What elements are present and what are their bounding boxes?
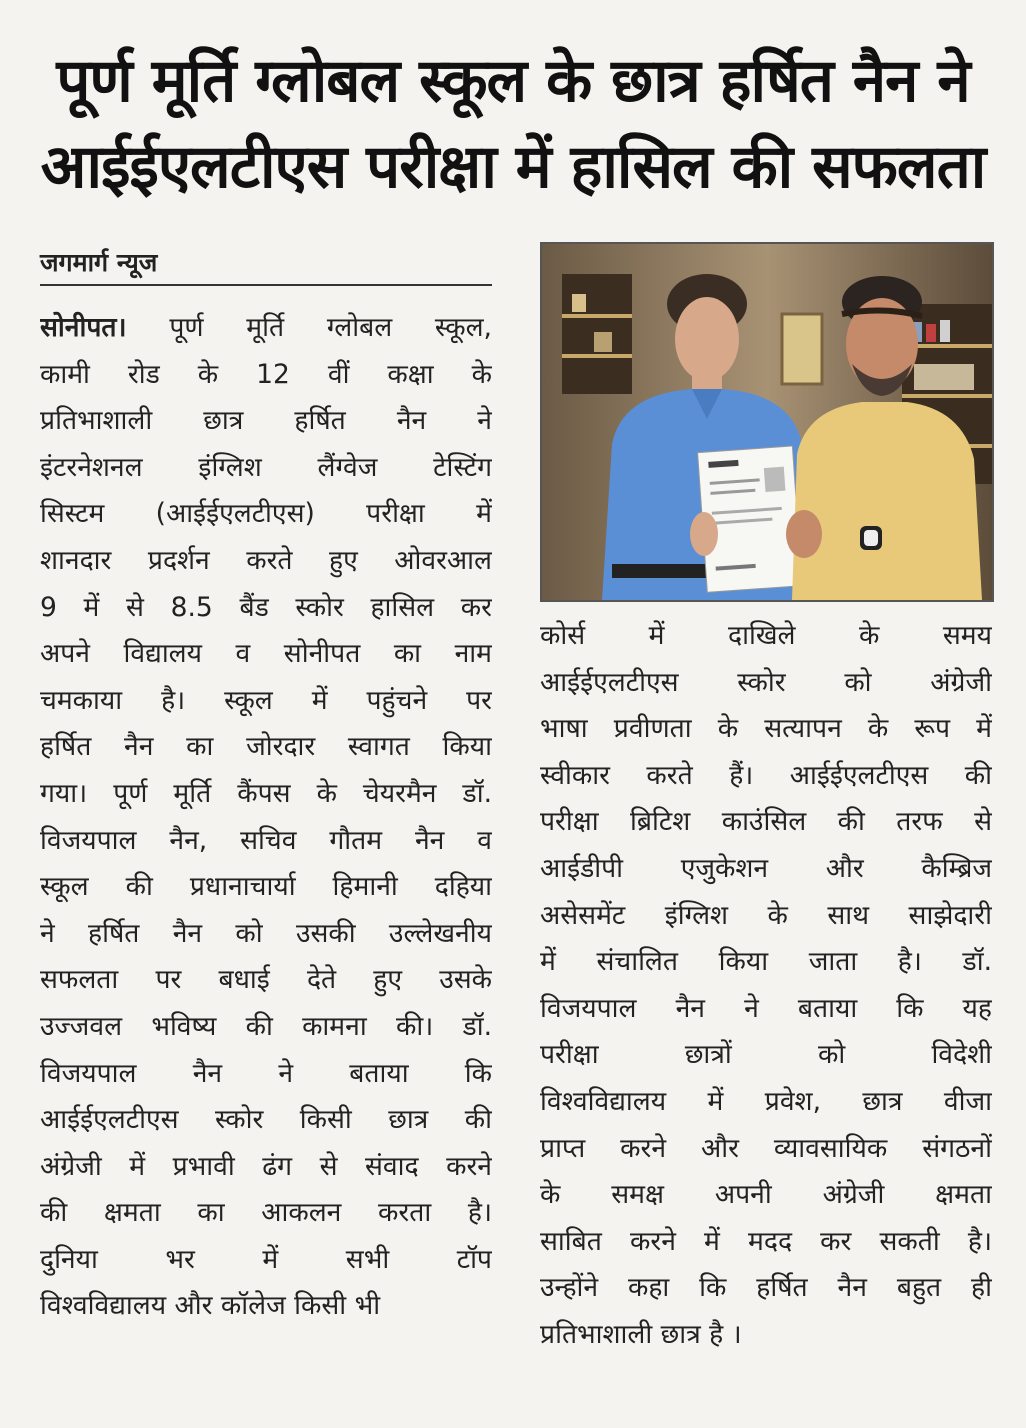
line-text: हर्षित नैन का जोरदार स्वागत किया [40,731,492,763]
line-text: परीक्षा ब्रिटिश काउंसिल की तरफ से [540,806,992,838]
left-column-line [40,1190,492,1237]
article-column-left [40,305,492,1330]
line-text: कोर्स में दाखिले के समय [540,620,992,651]
headline-line-2: आईईएलटीएस परीक्षा में हासिल की सफलता [40,132,986,202]
right-column-line [540,893,992,940]
right-column-line [540,846,992,893]
left-column-line [40,771,492,818]
line-text: की क्षमता का आकलन करता है। [40,1197,492,1229]
line-text: प्राप्त करने और व्यावसायिक संगठनों [540,1132,992,1164]
headline-line-1: पूर्ण मूर्ति ग्लोबल स्कूल के छात्र हर्षित नैन ने [56,46,970,116]
line-text: भाषा प्रवीणता के सत्यापन के रूप में [540,713,992,745]
line-text: सफलता पर बधाई देते हुए उसके [40,964,492,996]
line-text: शानदार प्रदर्शन करते हुए ओवरआल [40,544,492,576]
left-column-line [40,1004,492,1051]
left-column-line [40,724,492,771]
left-column-line [40,631,492,678]
line-text: कामी रोड के 12 वीं कक्षा के [40,358,492,390]
line-text: स्कूल की प्रधानाचार्या हिमानी दहिया [40,871,492,903]
right-column-line [540,613,992,660]
left-column-line [40,1237,492,1284]
dateline: सोनीपत। [40,312,127,343]
line-text: उज्जवल भविष्य की कामना की। डॉ. [40,1010,492,1042]
line-text: विजयपाल नैन ने बताया कि [40,1057,492,1089]
left-column-line [40,445,492,492]
line-text: अपने विद्यालय व सोनीपत का नाम [40,638,492,670]
right-column-line [540,1265,992,1312]
right-column-line [540,1032,992,1079]
line-text: 9 में से 8.5 बैंड स्कोर हासिल कर [40,591,492,623]
line-text: चमकाया है। स्कूल में पहुंचने पर [40,684,492,716]
wall-frame [782,314,822,384]
left-column-line [40,911,492,958]
line-text: पूर्ण मूर्ति ग्लोबल स्कूल, [169,312,492,343]
right-column-line [540,1079,992,1126]
line-text: आईडीपी एजुकेशन और कैम्ब्रिज [540,852,992,884]
left-column-line [40,957,492,1004]
line-text: सिस्टम (आईईएलटीएस) परीक्षा में [40,498,492,530]
left-column-line [40,1144,492,1191]
left-column-line [40,818,492,865]
line-text: ने हर्षित नैन को उसकी उल्लेखनीय [40,917,492,949]
line-text: स्वीकार करते हैं। आईईएलटीएस की [540,759,992,791]
line-text: इंटरनेशनल इंग्लिश लैंग्वेज टेस्टिंग [40,451,492,483]
left-column-line [40,864,492,911]
left-column-line [40,585,492,632]
right-column-line [540,799,992,846]
man-kurta [792,402,982,600]
left-column-line [40,1283,492,1330]
right-column-line [540,939,992,986]
news-photo [540,242,994,602]
left-column-line [40,305,492,352]
right-column-line [540,706,992,753]
line-text: अंग्रेजी में प्रभावी ढंग से संवाद करने [40,1150,492,1182]
right-column-line [540,986,992,1033]
line-text: उन्होंने कहा कि हर्षित नैन बहुत ही [540,1272,992,1304]
right-column-line [540,1219,992,1266]
headline [30,38,996,210]
line-text: असेसमेंट इंग्लिश के साथ साझेदारी [540,899,992,931]
line-text: विजयपाल नैन, सचिव गौतम नैन व [40,824,492,856]
line-text: विश्वविद्यालय और कॉलेज किसी भी [40,1290,381,1322]
line-text: प्रतिभाशाली छात्र हर्षित नैन ने [40,405,492,437]
line-text: साबित करने में मदद कर सकती है। [540,1225,992,1257]
right-column-line [540,1312,992,1359]
left-column-line [40,491,492,538]
photo-illustration [542,244,992,600]
right-column-line [540,753,992,800]
line-text: दुनिया भर में सभी टॉप [40,1243,492,1275]
line-text: में संचालित किया जाता है। डॉ. [540,946,992,978]
student-face [675,297,739,381]
left-column-line [40,1097,492,1144]
line-text: परीक्षा छात्रों को विदेशी [540,1039,992,1071]
line-text: आईईएलटीएस स्कोर को अंग्रेजी [540,666,992,698]
left-column-line [40,1051,492,1098]
right-column-line [540,1126,992,1173]
line-text: विजयपाल नैन ने बताया कि यह [540,992,992,1024]
line-text: आईईएलटीएस स्कोर किसी छात्र की [40,1104,492,1136]
left-column-line [40,398,492,445]
line-text: के समक्ष अपनी अंग्रेजी क्षमता [540,1179,992,1211]
line-text: गया। पूर्ण मूर्ति कैंपस के चेयरमैन डॉ. [40,777,492,809]
line-text: प्रतिभाशाली छात्र है । [540,1318,742,1350]
byline: जगमार्ग न्यूज [40,246,492,286]
left-column-line [40,678,492,725]
right-column-line [540,1172,992,1219]
line-text: विश्वविद्यालय में प्रवेश, छात्र वीजा [540,1085,992,1117]
right-column-line [540,660,992,707]
left-column-line [40,538,492,585]
left-column-line [40,352,492,399]
article-column-right [540,613,992,1359]
